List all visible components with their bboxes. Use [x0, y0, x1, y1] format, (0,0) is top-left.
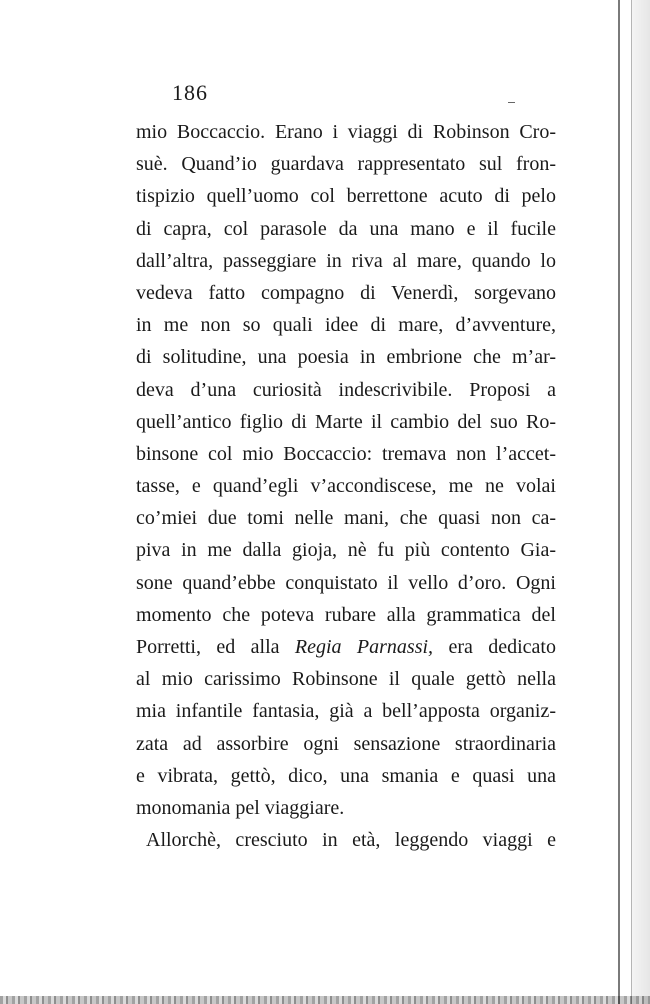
text-line: co’miei due tomi nelle mani, che quasi non ca- — [136, 507, 556, 530]
header-mark — [508, 102, 515, 103]
page-edge-outer — [631, 0, 632, 1004]
text-line: deva d’una curiosità indescrivibile. Proposi a — [136, 378, 556, 401]
text-line: Allorchè, cresciuto in età, leggendo viaggi e — [146, 829, 556, 852]
text-line: mio Boccaccio. Erano i viaggi di Robinson Cro- — [136, 121, 556, 143]
text-line: dall’altra, passeggiare in riva al mare, quando lo — [136, 249, 556, 272]
text-line: di capra, col parasole da una mano e il fucile — [136, 217, 556, 240]
text-line: quell’antico figlio di Marte il cambio del suo Ro- — [136, 410, 556, 433]
text-line: monomania pel viaggiare. — [136, 796, 345, 819]
text-line: binsone col mio Boccaccio: tremava non l’accet- — [136, 442, 556, 465]
text-line: e vibrata, gettò, dico, una smania e quasi una — [136, 764, 556, 787]
text-line — [136, 631, 556, 663]
body-text — [136, 116, 556, 856]
page-number: 186 — [172, 80, 208, 105]
text-line: vedeva fatto compagno di Venerdì, sorgevano — [136, 281, 556, 304]
page-bottom-edge — [0, 996, 650, 1004]
text-segment: era dedicato — [433, 636, 556, 658]
text-line: sone quand’ebbe conquistato il vello d’oro. Ogni — [136, 571, 556, 594]
text-line: zata ad assorbire ogni sensazione straordinaria — [136, 732, 556, 755]
text-segment: Porretti, ed alla — [136, 636, 295, 658]
page-edge — [618, 0, 620, 1004]
text-line: di solitudine, una poesia in embrione che m’ar- — [136, 346, 556, 369]
page-shadow — [632, 0, 650, 1004]
text-line: tasse, e quand’egli v’accondiscese, me ne volai — [136, 475, 556, 498]
text-line: momento che poteva rubare alla grammatica del — [136, 603, 556, 626]
text-line: mia infantile fantasia, già a bell’apposta organiz- — [136, 700, 556, 723]
text-line: tispizio quell’uomo col berrettone acuto di pelo — [136, 185, 556, 208]
text-line: al mio carissimo Robinsone il quale gettò nella — [136, 668, 556, 691]
text-line: in me non so quali idee di mare, d’avventure, — [136, 314, 556, 337]
text-line: suè. Quand’io guardava rappresentato sul fron- — [136, 153, 556, 176]
text-line: piva in me dalla gioja, nè fu più contento Gia- — [136, 539, 556, 562]
italic-title: Regia Parnassi, — [294, 636, 434, 658]
